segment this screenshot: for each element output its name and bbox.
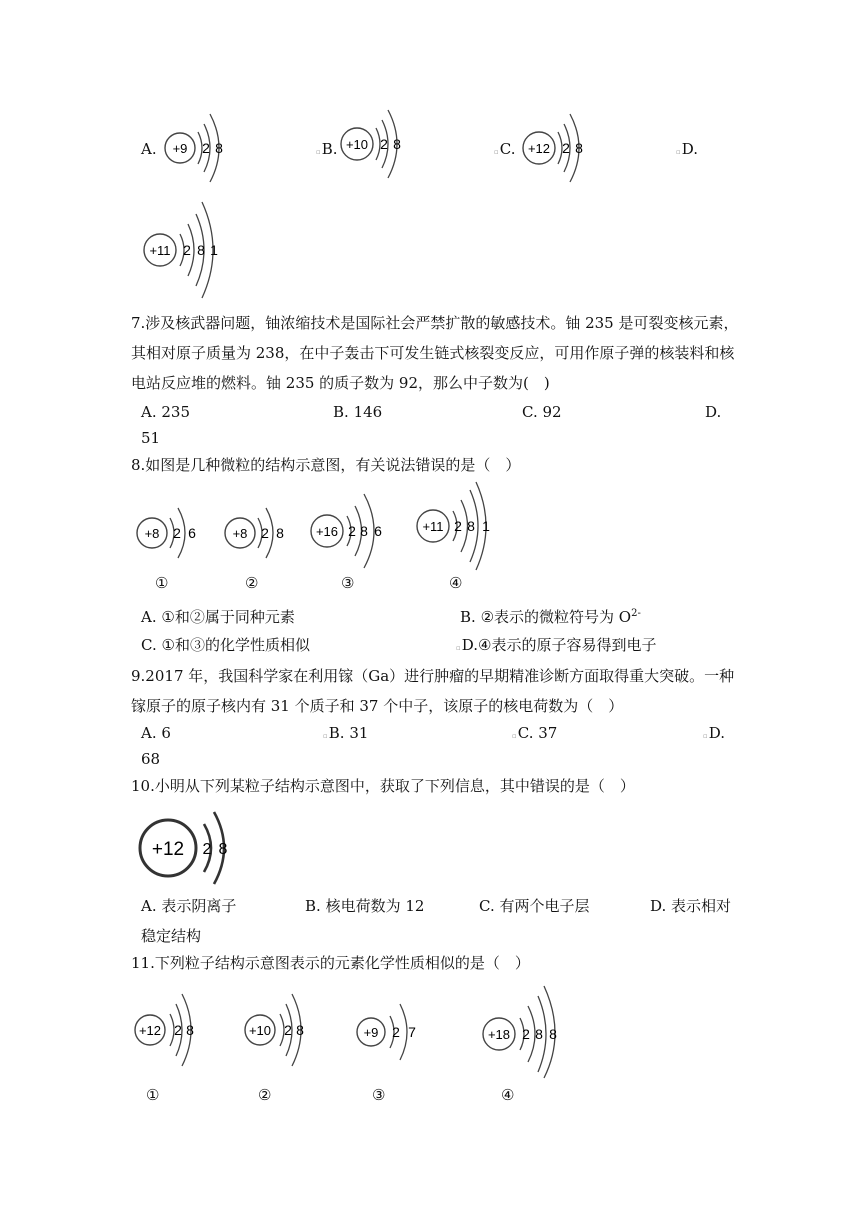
q6-option-a-diagram: [162, 110, 232, 186]
option-text: 92: [542, 403, 562, 421]
option-text: ②表示的微粒符号为 O: [480, 608, 632, 626]
q10-option-c: [479, 895, 590, 917]
shell-electrons: 8: [197, 242, 205, 258]
shell-electrons: 8: [215, 140, 223, 156]
option-marker: ▫: [323, 732, 328, 740]
option-label: C.: [517, 724, 534, 742]
option-label: D.: [708, 724, 726, 742]
nucleus-charge: +11: [149, 243, 171, 258]
option-text: 146: [353, 403, 383, 421]
q7-option-d-label: D.: [705, 403, 722, 421]
q8-diagram-4: [414, 480, 500, 576]
shell-electrons: 8: [218, 841, 228, 858]
q9-stem-line-2: 镓原子的原子核内有 31 个质子和 37 个中子，该原子的核电荷数为（ ）: [131, 697, 624, 715]
shell-electrons: 8: [276, 525, 284, 541]
shell-electrons: 2: [392, 1024, 400, 1040]
q7-option-a: [141, 401, 190, 423]
option-marker: ▫: [676, 148, 681, 156]
nucleus-charge: +10: [345, 137, 369, 152]
shell-electrons: 2: [284, 1022, 292, 1038]
q6-option-c-label: C.: [499, 140, 516, 158]
q8-option-c: [141, 634, 310, 656]
q10-option-d-continued: 稳定结构: [141, 927, 202, 945]
shell-electrons: 2: [202, 140, 210, 156]
shell-electrons: 8: [575, 140, 583, 156]
nucleus-charge: +16: [315, 524, 339, 539]
q11-diagram-4: [480, 984, 570, 1080]
q10-stem: 10.小明从下列某粒子结构示意图中，获取了下列信息，其中错误的是（ ）: [131, 777, 635, 795]
q8-diagram-4-index: ④: [449, 574, 463, 592]
q11-stem: 11.下列粒子结构示意图表示的元素化学性质相似的是（ ）: [131, 954, 530, 972]
q8-diagram-1: [134, 500, 204, 566]
shell-electrons: 2: [261, 525, 269, 541]
shell-electrons: 1: [482, 518, 490, 534]
q7-option-c: [522, 401, 562, 423]
q10-diagram: [134, 808, 238, 888]
q6-option-b-label-wrap: [316, 138, 338, 163]
q6-option-d-diagram: [140, 200, 226, 300]
shell-electrons: 6: [188, 525, 196, 541]
q9-option-b: [323, 722, 368, 747]
shell-electrons: 2: [183, 242, 191, 258]
shell-electrons: 2: [380, 136, 388, 152]
q9-option-a: [141, 722, 171, 744]
option-text: 核电荷数为 12: [325, 897, 425, 915]
q11-diagram-2-index: ②: [258, 1086, 272, 1104]
shell-electrons: 8: [467, 518, 475, 534]
option-label: C.: [522, 403, 538, 421]
option-text: ①和②属于同种元素: [161, 608, 295, 626]
option-text: 235: [161, 403, 191, 421]
q9-option-c: [512, 722, 557, 747]
option-text: ④表示的原子容易得到电子: [478, 636, 657, 654]
q10-option-a: [141, 895, 236, 917]
q6-option-c-label-wrap: [494, 138, 515, 163]
option-text: 表示阴离子: [161, 897, 237, 915]
q11-diagram-1-index: ①: [146, 1086, 160, 1104]
option-text: 37: [538, 724, 558, 742]
q11-diagram-4-index: ④: [501, 1086, 515, 1104]
q9-stem-line-1: 9.2017 年，我国科学家在利用镓（Ga）进行肿瘤的早期精准诊断方面取得重大突破。一种: [131, 667, 735, 685]
q9-option-d-text: 68: [141, 750, 161, 768]
option-label: B.: [328, 724, 345, 742]
shell-electrons: 2: [173, 525, 181, 541]
option-label: B.: [460, 608, 476, 626]
q8-diagram-2: [222, 500, 292, 566]
q8-diagram-1-index: ①: [155, 574, 169, 592]
nucleus-charge: +12: [138, 1023, 162, 1038]
q7-stem-line-2: 其相对原子质量为 238，在中子轰击下可发生链式核裂变反应，可用作原子弹的核装料和核: [131, 344, 735, 362]
q8-option-b: [460, 606, 641, 628]
option-text: 表示相对: [671, 897, 732, 915]
q9-option-d-label: [703, 722, 725, 747]
shell-electrons: 8: [393, 136, 401, 152]
q7-stem-line-3: 电站反应堆的燃料。铀 235 的质子数为 92，那么中子数为( ): [131, 374, 550, 392]
shell-electrons: 8: [296, 1022, 304, 1038]
q8-diagram-3-index: ③: [341, 574, 355, 592]
shell-electrons: 2: [202, 841, 212, 858]
nucleus-charge: +10: [248, 1023, 272, 1038]
option-text: 有两个电子层: [499, 897, 590, 915]
q11-diagram-2: [242, 990, 318, 1070]
q7-option-d-text: 51: [141, 429, 161, 447]
shell-electrons: 8: [186, 1022, 194, 1038]
option-label: A.: [141, 724, 157, 742]
shell-electrons: 8: [535, 1026, 543, 1042]
q6-option-b-diagram: [338, 106, 410, 182]
nucleus-charge: +8: [144, 526, 160, 541]
q6-option-d-label: D.: [681, 140, 699, 158]
q7-option-b: [333, 401, 382, 423]
option-text: ①和③的化学性质相似: [161, 636, 310, 654]
option-label: C.: [141, 636, 157, 654]
q10-option-d: [650, 895, 731, 917]
q11-diagram-3-index: ③: [372, 1086, 386, 1104]
ion-charge-superscript: 2-: [631, 608, 641, 619]
q6-option-c-diagram: [520, 110, 592, 186]
q6-option-b-label: B.: [321, 140, 338, 158]
shell-electrons: 6: [374, 523, 382, 539]
option-marker: ▫: [456, 644, 461, 652]
shell-electrons: 8: [549, 1026, 557, 1042]
option-label: A.: [141, 608, 157, 626]
q8-diagram-3: [308, 486, 394, 576]
shell-electrons: 8: [360, 523, 368, 539]
shell-electrons: 1: [210, 242, 218, 258]
option-marker: ▫: [512, 732, 517, 740]
option-label: A.: [141, 897, 157, 915]
option-marker: ▫: [703, 732, 708, 740]
nucleus-charge: +8: [232, 526, 248, 541]
shell-electrons: 2: [454, 518, 462, 534]
option-label: D.: [650, 897, 667, 915]
q10-option-b: [305, 895, 424, 917]
shell-electrons: 7: [408, 1024, 416, 1040]
nucleus-charge: +9: [363, 1025, 379, 1040]
q6-option-d-label-wrap: [676, 138, 698, 163]
option-label: D.: [461, 636, 479, 654]
q8-option-a: [141, 606, 295, 628]
q8-option-d: [456, 634, 656, 659]
option-label: B.: [305, 897, 321, 915]
option-marker: ▫: [316, 148, 321, 156]
q6-option-a-label: A.: [141, 140, 157, 158]
q8-diagram-2-index: ②: [245, 574, 259, 592]
q7-stem-line-1: 7.涉及核武器问题，铀浓缩技术是国际社会严禁扩散的敏感技术。铀 235 是可裂变核元素，: [131, 314, 739, 332]
option-label: B.: [333, 403, 349, 421]
option-label: A.: [141, 403, 157, 421]
nucleus-charge: +12: [527, 141, 551, 156]
shell-electrons: 2: [522, 1026, 530, 1042]
option-label: C.: [479, 897, 495, 915]
q11-diagram-3: [354, 994, 426, 1070]
shell-electrons: 2: [174, 1022, 182, 1038]
option-marker: ▫: [494, 148, 499, 156]
nucleus-charge: +9: [172, 141, 188, 156]
shell-electrons: 2: [562, 140, 570, 156]
nucleus-charge: +11: [422, 519, 444, 534]
option-text: 31: [349, 724, 369, 742]
q11-diagram-1: [132, 990, 208, 1070]
nucleus-charge: +12: [151, 839, 185, 860]
nucleus-charge: +18: [487, 1027, 511, 1042]
shell-electrons: 2: [348, 523, 356, 539]
q8-stem: 8.如图是几种微粒的结构示意图，有关说法错误的是（ ）: [131, 456, 521, 474]
option-text: 6: [161, 724, 171, 742]
